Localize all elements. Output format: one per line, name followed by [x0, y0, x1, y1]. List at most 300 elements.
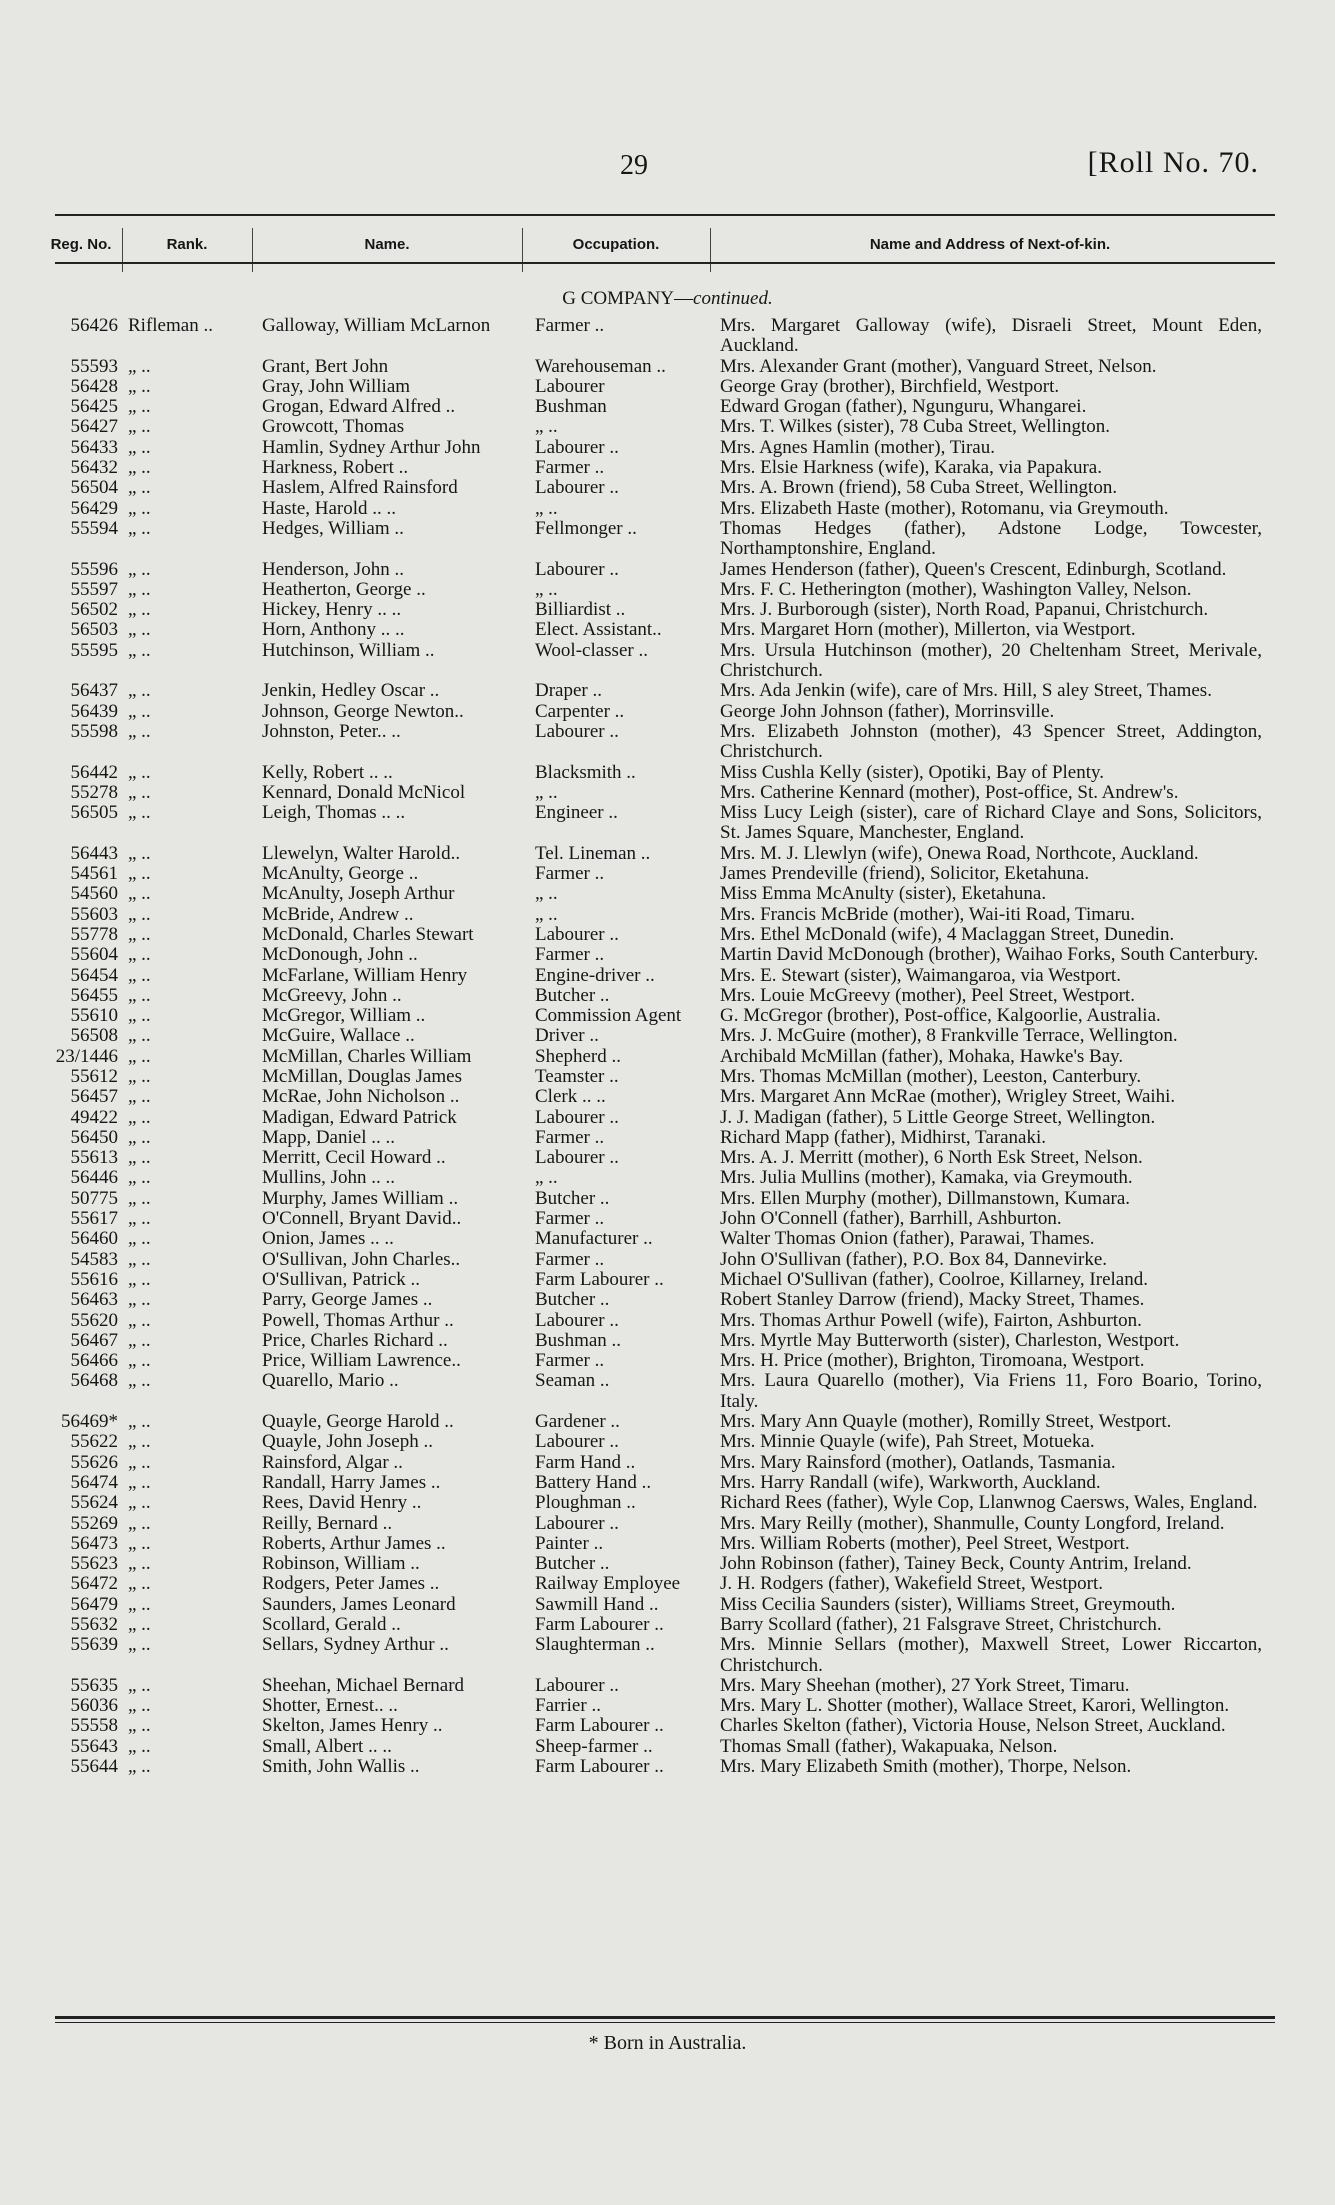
occupation-cell: Labourer .. — [535, 1674, 619, 1696]
table-row — [0, 641, 1335, 682]
table-row — [0, 722, 1335, 763]
next-of-kin-cell: Mrs. Margaret Galloway (wife), Disraeli Street, Mount Eden, Auckland. — [720, 315, 1262, 357]
reg-no-cell: 56455 — [70, 984, 118, 1006]
reg-no-cell: 55594 — [70, 517, 118, 539]
occupation-cell: Farm Hand .. — [535, 1451, 636, 1473]
occupation-cell: Farmer .. — [535, 457, 605, 479]
next-of-kin-cell: Mrs. J. McGuire (mother), 8 Frankville Terrace, Wellington. — [720, 1025, 1178, 1047]
rank-cell: „ .. — [128, 984, 151, 1006]
reg-no-cell: 56479 — [70, 1593, 118, 1615]
name-cell: Grant, Bert John — [262, 355, 389, 377]
reg-no-cell: 55604 — [70, 944, 118, 966]
occupation-cell: Labourer .. — [535, 558, 619, 580]
reg-no-cell: 56474 — [70, 1471, 118, 1493]
table-row — [0, 844, 1335, 864]
rank-cell: „ .. — [128, 1106, 151, 1128]
rank-cell: „ .. — [128, 436, 151, 458]
name-cell: McGreevy, John .. — [262, 984, 402, 1006]
name-cell: Johnson, George Newton.. — [262, 700, 464, 722]
name-cell: Madigan, Edward Patrick — [262, 1106, 457, 1128]
page-number: 29 — [620, 150, 648, 181]
next-of-kin-cell: Mrs. Alexander Grant (mother), Vanguard Street, Nelson. — [720, 355, 1157, 377]
reg-no-cell: 56450 — [70, 1126, 118, 1148]
occupation-cell: Billiardist .. — [535, 599, 626, 621]
table-row — [0, 1189, 1335, 1209]
reg-no-cell: 55278 — [70, 781, 118, 803]
name-cell: Rees, David Henry .. — [262, 1492, 422, 1514]
rank-cell: „ .. — [128, 1289, 151, 1311]
next-of-kin-cell: Mrs. E. Stewart (sister), Waimangaroa, via Westport. — [720, 964, 1121, 986]
table-row — [0, 1534, 1335, 1554]
name-cell: Grogan, Edward Alfred .. — [262, 396, 456, 418]
reg-no-cell: 55626 — [70, 1451, 118, 1473]
reg-no-cell: 55632 — [70, 1614, 118, 1635]
table-row — [0, 1250, 1335, 1270]
name-cell: Johnston, Peter.. .. — [262, 720, 401, 742]
table-row — [0, 763, 1335, 783]
rank-cell: „ .. — [128, 578, 151, 600]
next-of-kin-cell: Mrs. H. Price (mother), Brighton, Tiromoana, Westport. — [720, 1350, 1145, 1372]
column-header-next-of-kin: Name and Address of Next-of-kin. — [869, 235, 1111, 253]
reg-no-cell: 56505 — [70, 802, 118, 824]
occupation-cell: „ .. — [535, 903, 558, 925]
name-cell: Gray, John William — [262, 375, 411, 397]
name-cell: Quayle, George Harold .. — [262, 1411, 454, 1433]
name-cell: Llewelyn, Walter Harold.. — [262, 842, 461, 864]
reg-no-cell: 55598 — [70, 720, 118, 742]
next-of-kin-cell: Mrs. Harry Randall (wife), Warkworth, Auckland. — [720, 1471, 1101, 1493]
next-of-kin-cell: Mrs. Ada Jenkin (wife), care of Mrs. Hill, S aley Street, Thames. — [720, 680, 1212, 702]
rank-cell: „ .. — [128, 1471, 151, 1493]
name-cell: Quarello, Mario .. — [262, 1370, 399, 1392]
rank-cell: „ .. — [128, 1634, 151, 1656]
table-row — [0, 499, 1335, 519]
name-cell: Galloway, William McLarnon — [262, 315, 491, 336]
reg-no-cell: 56437 — [70, 680, 118, 702]
table-row — [0, 1737, 1335, 1757]
occupation-cell: Labourer .. — [535, 436, 619, 458]
table-row — [0, 783, 1335, 803]
name-cell: Onion, James .. .. — [262, 1228, 394, 1250]
reg-no-cell: 56466 — [70, 1350, 118, 1372]
occupation-cell: Carpenter .. — [535, 700, 625, 722]
occupation-cell: Farmer .. — [535, 863, 605, 885]
rank-cell: „ .. — [128, 1431, 151, 1453]
occupation-cell: Railway Employee — [535, 1573, 681, 1595]
occupation-cell: Labourer — [535, 375, 605, 397]
reg-no-cell: 55622 — [70, 1431, 118, 1453]
reg-no-cell: 55612 — [70, 1065, 118, 1087]
rank-cell: „ .. — [128, 375, 151, 397]
rank-cell: „ .. — [128, 517, 151, 539]
table-row — [0, 417, 1335, 437]
table-row — [0, 1615, 1335, 1635]
rank-cell: „ .. — [128, 1370, 151, 1392]
table-row — [0, 316, 1335, 357]
next-of-kin-cell: Mrs. William Roberts (mother), Peel Street, Westport. — [720, 1532, 1130, 1554]
table-row — [0, 864, 1335, 884]
table-row — [0, 905, 1335, 925]
table-row — [0, 1148, 1335, 1168]
rank-cell: „ .. — [128, 1329, 151, 1351]
table-row — [0, 1108, 1335, 1128]
name-cell: Quayle, John Joseph .. — [262, 1431, 433, 1453]
reg-no-cell: 55639 — [70, 1634, 118, 1656]
occupation-cell: Farmer .. — [535, 1350, 605, 1372]
next-of-kin-cell: Miss Cushla Kelly (sister), Opotiki, Bay of Plenty. — [720, 761, 1105, 783]
next-of-kin-cell: Barry Scollard (father), 21 Falsgrave Street, Christchurch. — [720, 1614, 1162, 1635]
rank-cell: „ .. — [128, 700, 151, 722]
name-cell: Robinson, William .. — [262, 1553, 420, 1575]
next-of-kin-cell: Mrs. Julia Mullins (mother), Kamaka, via Greymouth. — [720, 1167, 1133, 1189]
reg-no-cell: 56467 — [70, 1329, 118, 1351]
occupation-cell: Engineer .. — [535, 802, 618, 824]
next-of-kin-cell: Mrs. Myrtle May Butterworth (sister), Charleston, Westport. — [720, 1329, 1180, 1351]
rank-cell: „ .. — [128, 1593, 151, 1615]
rank-cell: „ .. — [128, 781, 151, 803]
table-row — [0, 1554, 1335, 1574]
occupation-cell: Labourer .. — [535, 1512, 619, 1534]
table-row — [0, 1574, 1335, 1594]
name-cell: McGregor, William .. — [262, 1005, 426, 1027]
occupation-cell: Tel. Lineman .. — [535, 842, 651, 864]
name-cell: Leigh, Thomas .. .. — [262, 802, 406, 824]
reg-no-cell: 56428 — [70, 375, 118, 397]
name-cell: Haste, Harold .. .. — [262, 497, 397, 519]
table-row — [0, 1209, 1335, 1229]
reg-no-cell: 56508 — [70, 1025, 118, 1047]
rank-cell: „ .. — [128, 1512, 151, 1534]
occupation-cell: „ .. — [535, 781, 558, 803]
rank-cell: „ .. — [128, 1756, 151, 1778]
table-row — [0, 1696, 1335, 1716]
reg-no-cell: 56469* — [61, 1411, 118, 1433]
rank-cell: „ .. — [128, 1208, 151, 1230]
table-row — [0, 945, 1335, 965]
rank-cell: „ .. — [128, 355, 151, 377]
section-continued: continued. — [693, 288, 773, 309]
name-cell: O'Sullivan, Patrick .. — [262, 1268, 421, 1290]
next-of-kin-cell: Mrs. M. J. Llewlyn (wife), Onewa Road, Northcote, Auckland. — [720, 842, 1199, 864]
name-cell: Price, Charles Richard .. — [262, 1329, 448, 1351]
rank-cell: „ .. — [128, 1065, 151, 1087]
next-of-kin-cell: Mrs. Mary Reilly (mother), Shanmulle, County Longford, Ireland. — [720, 1512, 1225, 1534]
next-of-kin-cell: Martin David McDonough (brother), Waihao Forks, South Canterbury. — [720, 944, 1259, 966]
occupation-cell: Farmer .. — [535, 1126, 605, 1148]
occupation-cell: Farmer .. — [535, 1208, 605, 1230]
reg-no-cell: 56442 — [70, 761, 118, 783]
next-of-kin-cell: J. J. Madigan (father), 5 Little George Street, Wellington. — [720, 1106, 1156, 1128]
rank-cell: „ .. — [128, 1674, 151, 1696]
table-row — [0, 1311, 1335, 1331]
rank-cell: „ .. — [128, 477, 151, 499]
next-of-kin-cell: Mrs. Minnie Sellars (mother), Maxwell Street, Lower Riccarton, Christchurch. — [720, 1634, 1262, 1676]
reg-no-cell: 55644 — [70, 1756, 118, 1778]
next-of-kin-cell: Thomas Small (father), Wakapuaka, Nelson. — [720, 1735, 1058, 1757]
reg-no-cell: 56433 — [70, 436, 118, 458]
occupation-cell: Farrier .. — [535, 1695, 601, 1717]
name-cell: Kelly, Robert .. .. — [262, 761, 393, 783]
name-cell: Haslem, Alfred Rainsford — [262, 477, 458, 499]
rank-cell: „ .. — [128, 1228, 151, 1250]
occupation-cell: Painter .. — [535, 1532, 604, 1554]
occupation-cell: Farm Labourer .. — [535, 1268, 664, 1290]
roll-table — [0, 316, 1335, 1777]
next-of-kin-cell: Mrs. J. Burborough (sister), North Road, Papanui, Christchurch. — [720, 599, 1209, 621]
table-row — [0, 986, 1335, 1006]
column-header-occupation: Occupation. — [572, 235, 660, 253]
next-of-kin-cell: Mrs. Catherine Kennard (mother), Post-office, St. Andrew's. — [720, 781, 1179, 803]
occupation-cell: Fellmonger .. — [535, 517, 637, 539]
occupation-cell: „ .. — [535, 1167, 558, 1189]
table-row — [0, 1087, 1335, 1107]
rank-cell: „ .. — [128, 761, 151, 783]
next-of-kin-cell: Thomas Hedges (father), Adstone Lodge, Towcester, Northamptonshire, England. — [720, 517, 1262, 560]
table-row — [0, 1493, 1335, 1513]
occupation-cell: „ .. — [535, 416, 558, 438]
next-of-kin-cell: Miss Lucy Leigh (sister), care of Richard Claye and Sons, Solicitors, St. James Square, Manchester, England. — [720, 802, 1262, 844]
next-of-kin-cell: Michael O'Sullivan (father), Coolroe, Killarney, Ireland. — [720, 1268, 1148, 1290]
rank-cell: „ .. — [128, 1167, 151, 1189]
next-of-kin-cell: George John Johnson (father), Morrinsville. — [720, 700, 1055, 722]
occupation-cell: Farm Labourer .. — [535, 1715, 664, 1737]
table-row — [0, 580, 1335, 600]
name-cell: Mapp, Daniel .. .. — [262, 1126, 395, 1148]
name-cell: Hickey, Henry .. .. — [262, 599, 402, 621]
occupation-cell: Butcher .. — [535, 984, 610, 1006]
reg-no-cell: 55593 — [70, 355, 118, 377]
table-row — [0, 1351, 1335, 1371]
rank-cell: „ .. — [128, 396, 151, 418]
reg-no-cell: 56454 — [70, 964, 118, 986]
occupation-cell: Manufacturer .. — [535, 1228, 653, 1250]
reg-no-cell: 56446 — [70, 1167, 118, 1189]
occupation-cell: Labourer .. — [535, 1106, 619, 1128]
next-of-kin-cell: Mrs. A. J. Merritt (mother), 6 North Esk Street, Nelson. — [720, 1147, 1143, 1169]
table-row — [0, 438, 1335, 458]
reg-no-cell: 56472 — [70, 1573, 118, 1595]
header-top-rule — [55, 214, 1275, 216]
next-of-kin-cell: James Henderson (father), Queen's Crescent, Edinburgh, Scotland. — [720, 558, 1227, 580]
reg-no-cell: 55620 — [70, 1309, 118, 1331]
name-cell: Mullins, John .. .. — [262, 1167, 396, 1189]
next-of-kin-cell: Mrs. Minnie Quayle (wife), Pah Street, Motueka. — [720, 1431, 1095, 1453]
rank-cell: „ .. — [128, 1309, 151, 1331]
occupation-cell: Draper .. — [535, 680, 602, 702]
rank-cell: „ .. — [128, 1086, 151, 1108]
occupation-cell: Seaman .. — [535, 1370, 610, 1392]
header-bottom-rule — [55, 262, 1275, 264]
section-company: G COMPANY— — [562, 288, 694, 309]
name-cell: Smith, John Wallis .. — [262, 1756, 420, 1778]
rank-cell: „ .. — [128, 1715, 151, 1737]
reg-no-cell: 55596 — [70, 558, 118, 580]
occupation-cell: Driver .. — [535, 1025, 599, 1047]
table-row — [0, 1635, 1335, 1676]
reg-no-cell: 55558 — [70, 1715, 118, 1737]
next-of-kin-cell: Mrs. Francis McBride (mother), Wai-iti Road, Timaru. — [720, 903, 1136, 925]
occupation-cell: Ploughman .. — [535, 1492, 636, 1514]
next-of-kin-cell: Mrs. Ellen Murphy (mother), Dillmanstown, Kumara. — [720, 1187, 1131, 1209]
table-row — [0, 478, 1335, 498]
rank-cell: „ .. — [128, 1147, 151, 1169]
rank-cell: „ .. — [128, 639, 151, 661]
next-of-kin-cell: Mrs. Ursula Hutchinson (mother), 20 Cheltenham Street, Merivale, Christchurch. — [720, 639, 1262, 682]
next-of-kin-cell: Archibald McMillan (father), Mohaka, Hawke's Bay. — [720, 1045, 1124, 1067]
reg-no-cell: 50775 — [70, 1187, 118, 1209]
rank-cell: „ .. — [128, 1614, 151, 1635]
table-row — [0, 1047, 1335, 1067]
table-row — [0, 1757, 1335, 1777]
reg-no-cell: 55643 — [70, 1735, 118, 1757]
table-row — [0, 1412, 1335, 1432]
table-row — [0, 1676, 1335, 1696]
next-of-kin-cell: Mrs. Thomas McMillan (mother), Leeston, Canterbury. — [720, 1065, 1142, 1087]
roll-label: [Roll No. 70. — [1087, 146, 1259, 179]
name-cell: Hutchinson, William .. — [262, 639, 435, 661]
occupation-cell: Warehouseman .. — [535, 355, 666, 377]
rank-cell: „ .. — [128, 1268, 151, 1290]
table-row — [0, 1128, 1335, 1148]
reg-no-cell: 55610 — [70, 1005, 118, 1027]
table-row — [0, 397, 1335, 417]
name-cell: Heatherton, George .. — [262, 578, 426, 600]
next-of-kin-cell: Edward Grogan (father), Ngunguru, Whangarei. — [720, 396, 1087, 418]
name-cell: McDonough, John .. — [262, 944, 418, 966]
table-bottom-rule — [55, 2016, 1275, 2019]
rank-cell: „ .. — [128, 720, 151, 742]
occupation-cell: Sheep-farmer .. — [535, 1735, 653, 1757]
reg-no-cell: 56463 — [70, 1289, 118, 1311]
reg-no-cell: 56460 — [70, 1228, 118, 1250]
rank-cell: „ .. — [128, 599, 151, 621]
reg-no-cell: 55595 — [70, 639, 118, 661]
rank-cell: „ .. — [128, 1411, 151, 1433]
next-of-kin-cell: G. McGregor (brother), Post-office, Kalgoorlie, Australia. — [720, 1005, 1161, 1027]
table-row — [0, 620, 1335, 640]
reg-no-cell: 56426 — [70, 315, 118, 336]
rank-cell: „ .. — [128, 1553, 151, 1575]
name-cell: Rainsford, Algar .. — [262, 1451, 403, 1473]
reg-no-cell: 54560 — [70, 883, 118, 905]
name-cell: O'Connell, Bryant David.. — [262, 1208, 462, 1230]
table-row — [0, 884, 1335, 904]
next-of-kin-cell: Richard Rees (father), Wyle Cop, Llanwnog Caersws, Wales, England. — [720, 1492, 1258, 1514]
next-of-kin-cell: Mrs. Louie McGreevy (mother), Peel Street, Westport. — [720, 984, 1135, 1006]
occupation-cell: Teamster .. — [535, 1065, 619, 1087]
reg-no-cell: 49422 — [70, 1106, 118, 1128]
rank-cell: „ .. — [128, 1532, 151, 1554]
next-of-kin-cell: Mrs. F. C. Hetherington (mother), Washington Valley, Nelson. — [720, 578, 1192, 600]
name-cell: Parry, George James .. — [262, 1289, 433, 1311]
occupation-cell: Butcher .. — [535, 1553, 610, 1575]
rank-cell: „ .. — [128, 923, 151, 945]
column-header-rank: Rank. — [166, 235, 208, 253]
rank-cell: „ .. — [128, 457, 151, 479]
table-row — [0, 1371, 1335, 1412]
table-row — [0, 1006, 1335, 1026]
rank-cell: „ .. — [128, 1248, 151, 1270]
reg-no-cell: 55616 — [70, 1268, 118, 1290]
name-cell: Henderson, John .. — [262, 558, 404, 580]
rank-cell: „ .. — [128, 903, 151, 925]
table-bottom-rule-thin — [55, 2022, 1275, 2023]
name-cell: Shotter, Ernest.. .. — [262, 1695, 398, 1717]
name-cell: Sheehan, Michael Bernard — [262, 1674, 465, 1696]
reg-no-cell: 55617 — [70, 1208, 118, 1230]
table-row — [0, 803, 1335, 844]
occupation-cell: „ .. — [535, 883, 558, 905]
table-row — [0, 1716, 1335, 1736]
reg-no-cell: 55613 — [70, 1147, 118, 1169]
table-row — [0, 519, 1335, 560]
name-cell: Growcott, Thomas — [262, 416, 405, 438]
next-of-kin-cell: Mrs. Agnes Hamlin (mother), Tirau. — [720, 436, 995, 458]
reg-no-cell: 56443 — [70, 842, 118, 864]
reg-no-cell: 56504 — [70, 477, 118, 499]
table-row — [0, 1270, 1335, 1290]
next-of-kin-cell: Mrs. Mary Sheehan (mother), 27 York Street, Timaru. — [720, 1674, 1130, 1696]
next-of-kin-cell: Mrs. Laura Quarello (mother), Via Friens 11, Foro Boario, Torino, Italy. — [720, 1370, 1262, 1412]
name-cell: Sellars, Sydney Arthur .. — [262, 1634, 449, 1656]
table-row — [0, 1432, 1335, 1452]
occupation-cell: Elect. Assistant.. — [535, 619, 662, 641]
reg-no-cell: 56439 — [70, 700, 118, 722]
table-row — [0, 458, 1335, 478]
reg-no-cell: 56429 — [70, 497, 118, 519]
rank-cell: „ .. — [128, 1451, 151, 1473]
footnote: * Born in Australia. — [588, 2032, 747, 2054]
next-of-kin-cell: George Gray (brother), Birchfield, Westport. — [720, 375, 1060, 397]
rank-cell: „ .. — [128, 1045, 151, 1067]
rank-cell: „ .. — [128, 802, 151, 824]
next-of-kin-cell: Walter Thomas Onion (father), Parawai, Thames. — [720, 1228, 1095, 1250]
table-row — [0, 1514, 1335, 1534]
occupation-cell: Labourer .. — [535, 923, 619, 945]
reg-no-cell: 56432 — [70, 457, 118, 479]
next-of-kin-cell: Miss Cecilia Saunders (sister), Williams Street, Greymouth. — [720, 1593, 1176, 1615]
occupation-cell: Labourer .. — [535, 720, 619, 742]
next-of-kin-cell: Mrs. Margaret Ann McRae (mother), Wrigley Street, Waihi. — [720, 1086, 1176, 1108]
reg-no-cell: 56503 — [70, 619, 118, 641]
next-of-kin-cell: Mrs. Ethel McDonald (wife), 4 Maclaggan Street, Dunedin. — [720, 923, 1175, 945]
reg-no-cell: 56427 — [70, 416, 118, 438]
occupation-cell: Farm Labourer .. — [535, 1614, 664, 1635]
rank-cell: „ .. — [128, 680, 151, 702]
column-header-name: Name. — [364, 235, 410, 253]
occupation-cell: Commission Agent — [535, 1005, 682, 1027]
next-of-kin-cell: Mrs. Mary L. Shotter (mother), Wallace Street, Karori, Wellington. — [720, 1695, 1230, 1717]
name-cell: O'Sullivan, John Charles.. — [262, 1248, 461, 1270]
name-cell: Powell, Thomas Arthur .. — [262, 1309, 454, 1331]
name-cell: Rodgers, Peter James .. — [262, 1573, 440, 1595]
table-row — [0, 1595, 1335, 1615]
next-of-kin-cell: Mrs. Mary Elizabeth Smith (mother), Thorpe, Nelson. — [720, 1756, 1132, 1778]
name-cell: Roberts, Arthur James .. — [262, 1532, 446, 1554]
rank-cell: „ .. — [128, 619, 151, 641]
table-row — [0, 1067, 1335, 1087]
table-row — [0, 1229, 1335, 1249]
table-row — [0, 600, 1335, 620]
table-row — [0, 966, 1335, 986]
rank-cell: „ .. — [128, 1126, 151, 1148]
reg-no-cell: 55603 — [70, 903, 118, 925]
next-of-kin-cell: Mrs. Elizabeth Haste (mother), Rotomanu, via Greymouth. — [720, 497, 1169, 519]
name-cell: Hedges, William .. — [262, 517, 404, 539]
name-cell: Merritt, Cecil Howard .. — [262, 1147, 446, 1169]
next-of-kin-cell: Mrs. T. Wilkes (sister), 78 Cuba Street, Wellington. — [720, 416, 1110, 438]
next-of-kin-cell: Mrs. Elizabeth Johnston (mother), 43 Spencer Street, Addington, Christchurch. — [720, 720, 1262, 763]
